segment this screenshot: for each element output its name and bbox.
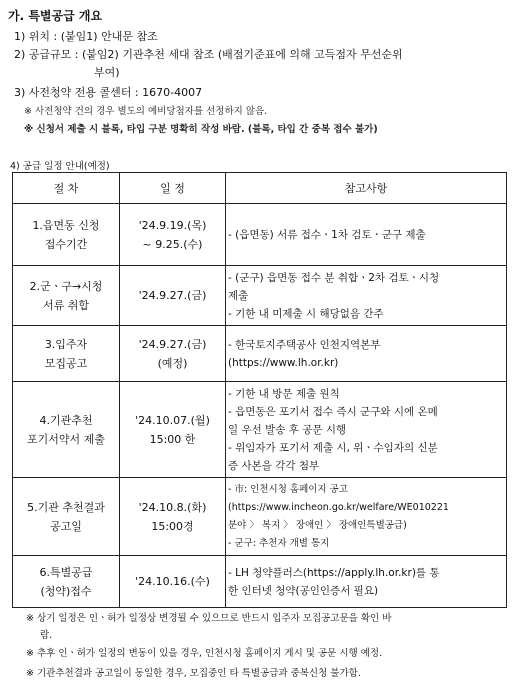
bottom-note-duplicate: ※ 기관추천결과 공고일이 동일한 경우, 모집중인 타 특별공급과 중복신청 불가함. <box>26 668 361 679</box>
table-row <box>13 326 507 382</box>
bottom-note-schedule-change-cont: 람. <box>40 630 53 641</box>
note-line: - (읍면동) 서류 접수ㆍ1차 검토ㆍ군구 제출 <box>228 228 426 241</box>
date-label: '24.10.07.(월) <box>135 413 210 427</box>
note-line: - LH 청약플러스(https://apply.lh.or.kr)를 통 <box>228 566 440 579</box>
overview-call-center: 3) 사전청약 전용 콜센터 : 1670-4007 <box>14 86 203 99</box>
step-label: 5.기관 추천결과 <box>27 500 105 514</box>
note-no-waitlist: ※ 사전청약 건의 경우 별도의 예비당첨자를 선정하지 않음. <box>24 106 268 117</box>
date-label: 15:00 한 <box>149 432 196 446</box>
step-label: 6.특별공급 <box>39 565 93 579</box>
table-row <box>13 204 507 266</box>
step-label: 접수기간 <box>44 237 88 251</box>
note-line: 한 인터넷 청약(공인인증서 필요) <box>228 584 379 597</box>
header-date: 일 정 <box>120 173 226 204</box>
note-line: 제출 <box>228 289 249 302</box>
date-label: '24.9.19.(목) <box>138 218 207 232</box>
note-line: - 기한 내 방문 제출 원칙 <box>228 387 340 400</box>
note-line: 증 사본을 각각 첨부 <box>228 459 320 472</box>
date-label: '24.10.16.(수) <box>135 575 210 588</box>
step-label: (청약)접수 <box>40 584 92 598</box>
header-step: 절 차 <box>13 173 120 204</box>
note-line: - (군구) 읍면동 접수 분 취합ㆍ2차 검토ㆍ시청 <box>228 271 440 284</box>
note-line: - 군구: 추천자 개별 통지 <box>228 537 330 549</box>
note-line: - 기한 내 미제출 시 해당없음 간주 <box>228 307 384 320</box>
bottom-note-schedule-change: ※ 상기 일정은 인ㆍ허가 일정상 변경될 수 있으므로 반드시 입주자 모집공고문을 확인 바 <box>26 613 392 624</box>
table-row <box>13 556 507 608</box>
note-line: - 위임자가 포기서 제출 시, 위ㆍ수임자의 신분 <box>228 441 438 454</box>
step-label: 1.읍면동 신청 <box>32 218 100 232</box>
note-line: - 市: 인천시청 홈페이지 공고 <box>228 483 348 495</box>
header-notes: 참고사항 <box>226 173 507 204</box>
step-label: 2.군ㆍ구→시청 <box>29 279 103 293</box>
date-label: ~ 9.25.(수) <box>142 237 203 251</box>
date-label: '24.9.27.(금) <box>138 337 207 351</box>
date-label: '24.9.27.(금) <box>138 289 207 302</box>
step-label: 서류 취합 <box>42 298 89 312</box>
note-line: (https://www.lh.or.kr) <box>228 356 339 369</box>
overview-location: 1) 위치 : (붙임1) 안내문 참조 <box>14 30 158 43</box>
step-label: 3.입주자 <box>44 337 88 351</box>
note-line: 일 우선 발송 후 공문 시행 <box>228 423 347 436</box>
overview-supply-scale: 2) 공급규모 : (붙임2) 기관추천 세대 참조 (배점기준표에 의해 고득점자 무선순위 <box>14 48 403 61</box>
date-label: (예정) <box>157 356 188 370</box>
overview-supply-scale-cont: 부여) <box>94 66 120 79</box>
bottom-note-website: ※ 추후 인ㆍ허가 일정의 변동이 있을 경우, 인천시청 홈페이지 게시 및 공문 시행 예정. <box>26 648 383 659</box>
table-header-row <box>13 173 507 204</box>
date-label: 15:00경 <box>151 519 194 533</box>
note-line: - 읍면동은 포기서 접수 즉시 군구와 시에 온메 <box>228 405 438 418</box>
schedule-table <box>12 172 507 608</box>
note-line: (https://www.incheon.go.kr/welfare/WE010221 <box>228 501 449 513</box>
note-line: 분야 〉 복지 〉 장애인 〉 장애인특별공급) <box>228 519 407 531</box>
note-block-type: ※ 신청서 제출 시 블록, 타입 구분 명확히 작성 바람. (블록, 타입 간 중복 접수 불가) <box>24 124 378 135</box>
note-line: - 한국토지주택공사 인천지역본부 <box>228 338 381 351</box>
table-row <box>13 478 507 556</box>
date-label: '24.10.8.(화) <box>138 500 207 514</box>
schedule-title: 4) 공급 일정 안내(예정) <box>10 161 110 172</box>
table-row <box>13 382 507 478</box>
step-label: 포기서약서 제출 <box>27 432 105 446</box>
step-label: 모집공고 <box>44 356 88 370</box>
section-title: 가. 특별공급 개요 <box>8 9 103 23</box>
table-row <box>13 266 507 326</box>
step-label: 4.기관추천 <box>39 413 93 427</box>
step-label: 공고일 <box>50 519 82 533</box>
